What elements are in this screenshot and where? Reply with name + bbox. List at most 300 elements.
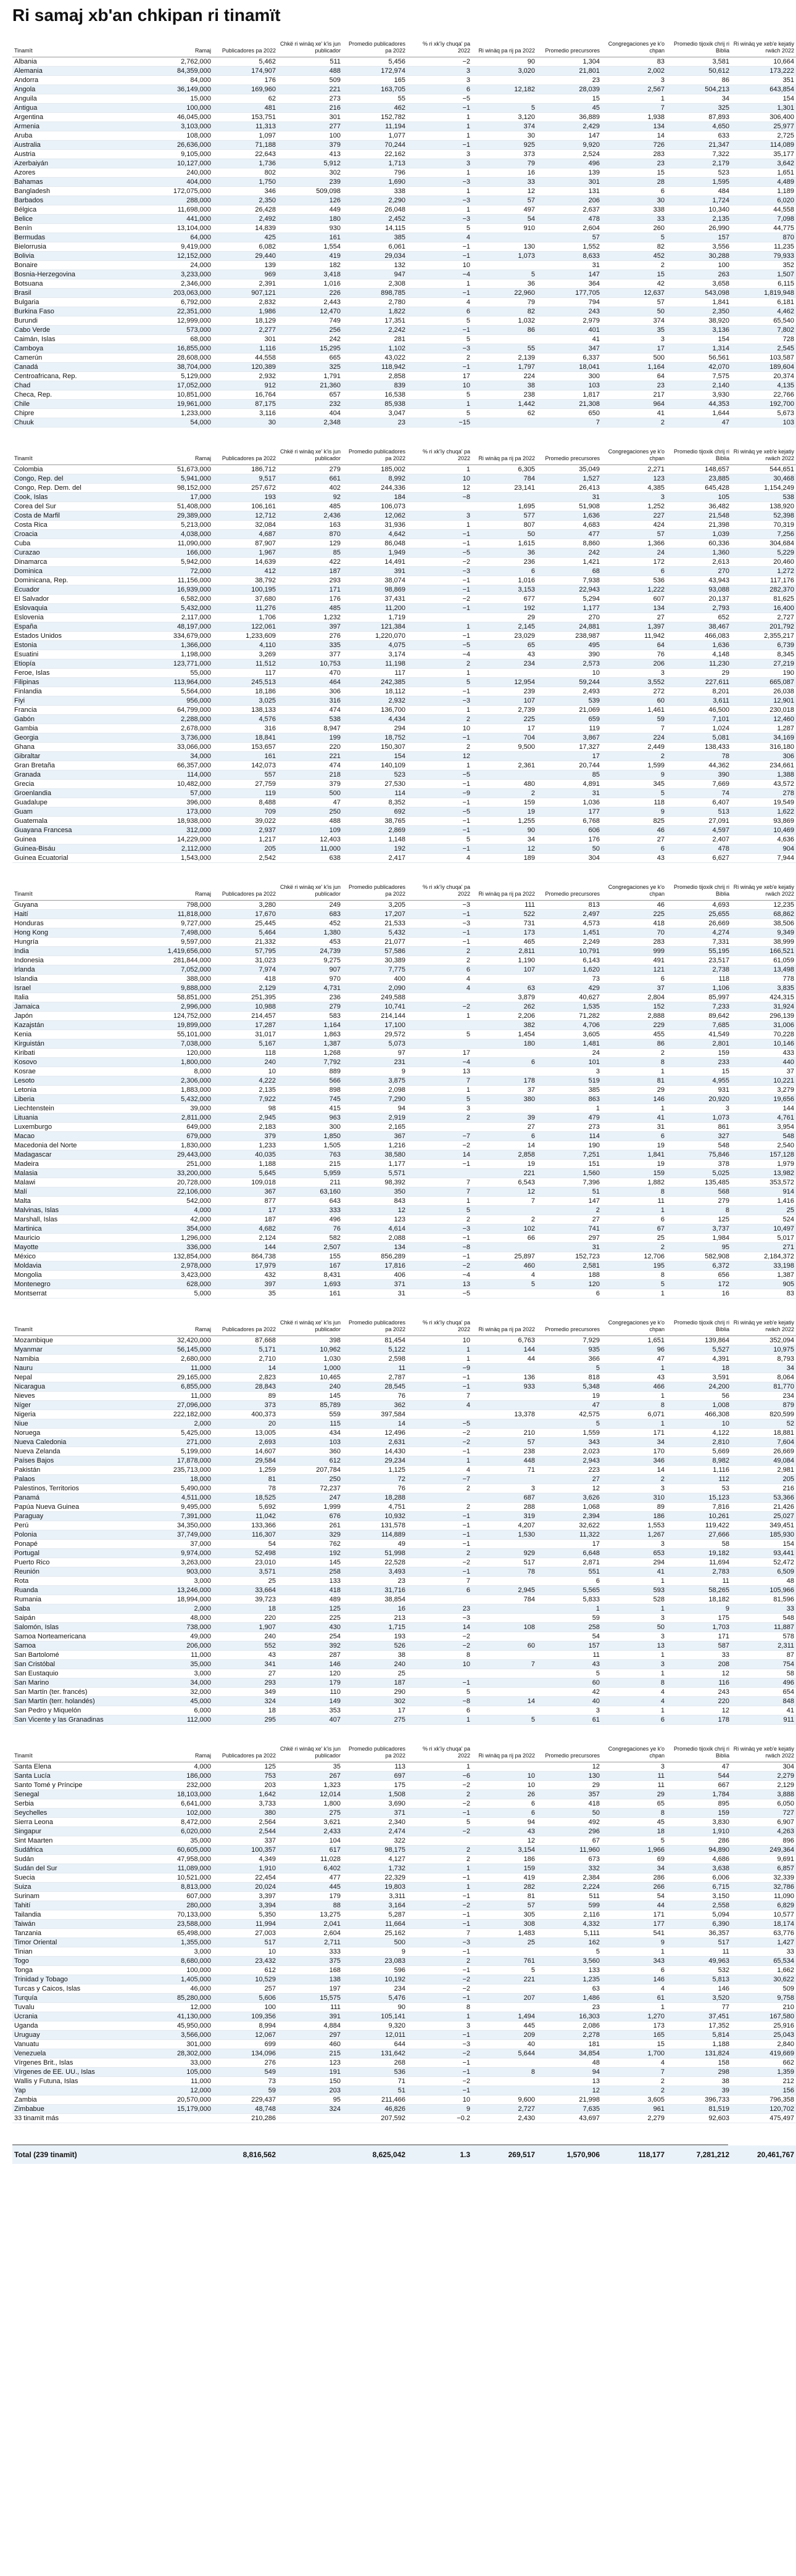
cell-value: 102,000 xyxy=(148,1809,213,1818)
cell-value: 27,530 xyxy=(342,780,407,789)
cell-value: 465 xyxy=(472,938,537,947)
cell-value xyxy=(472,1984,537,1994)
cell-value: 227,611 xyxy=(666,678,731,687)
cell-value: 300 xyxy=(278,1123,342,1132)
cell-value: 2,858 xyxy=(342,372,407,381)
column-header: Promedio publicadores pa 2022 xyxy=(342,448,407,465)
cell-value: 62 xyxy=(472,409,537,418)
total-value: 118,177 xyxy=(602,2145,666,2164)
cell-value: 11,818,000 xyxy=(148,910,213,919)
cell-value: 2,996,000 xyxy=(148,1002,213,1012)
table-row xyxy=(12,1160,796,1169)
cell-value: 1,791 xyxy=(278,372,342,381)
country-name: Paraguay xyxy=(12,1512,148,1521)
cell-value: 933 xyxy=(472,1382,537,1392)
cell-value: 11 xyxy=(602,1772,666,1781)
cell-value: 98,392 xyxy=(342,1178,407,1187)
cell-value: 485 xyxy=(278,604,342,613)
cell-value: 17,352 xyxy=(666,2021,731,2031)
table-row xyxy=(12,1410,796,1419)
cell-value xyxy=(407,1595,472,1604)
table-row xyxy=(12,113,796,122)
cell-value: 17 xyxy=(537,1540,602,1549)
cell-value: 336,000 xyxy=(148,1243,213,1252)
country-name: Islandia xyxy=(12,975,148,984)
cell-value: 10 xyxy=(213,1947,278,1957)
country-name: Bosnia-Herzegovina xyxy=(12,270,148,279)
cell-value: 1,102 xyxy=(342,344,407,353)
cell-value: 31,716 xyxy=(342,1586,407,1595)
country-name: Guatemala xyxy=(12,817,148,826)
cell-value: 2,783 xyxy=(666,1567,731,1577)
cell-value: 33 xyxy=(731,1947,796,1957)
cell-value: 19,961,000 xyxy=(148,400,213,409)
cell-value: 31,017 xyxy=(213,1030,278,1039)
cell-value: 43,943 xyxy=(666,576,731,585)
cell-value: 398 xyxy=(278,1336,342,1345)
total-row xyxy=(12,2145,796,2164)
cell-value: 33,066,000 xyxy=(148,743,213,752)
cell-value: 29,389,000 xyxy=(148,511,213,521)
cell-value: 2,271 xyxy=(602,465,666,474)
cell-value: 14,639 xyxy=(213,558,278,567)
cell-value: 3,116 xyxy=(213,409,278,418)
data-table xyxy=(12,1746,796,2123)
cell-value: 12 xyxy=(537,1484,602,1493)
column-header: Promedio tijoxik chrij ri Biblia xyxy=(666,448,731,465)
cell-value: 935 xyxy=(537,1345,602,1355)
cell-value: 5,959 xyxy=(278,1169,342,1178)
cell-value: 7,944 xyxy=(731,854,796,863)
cell-value: −8 xyxy=(407,1697,472,1706)
cell-value: 763 xyxy=(278,1150,342,1160)
cell-value: −1 xyxy=(407,1382,472,1392)
cell-value: 2,727 xyxy=(472,2105,537,2114)
cell-value: 607,000 xyxy=(148,1892,213,1901)
cell-value: 109,018 xyxy=(213,1178,278,1187)
cell-value: 1,188 xyxy=(213,1160,278,1169)
cell-value: 28,545 xyxy=(342,1382,407,1392)
cell-value: 11 xyxy=(342,1364,407,1373)
cell-value: 9,600 xyxy=(472,2095,537,2105)
country-name: Sudán del Sur xyxy=(12,1864,148,1873)
cell-value: 464 xyxy=(278,678,342,687)
cell-value: 18,174 xyxy=(731,1920,796,1929)
cell-value: 4 xyxy=(472,1271,537,1280)
cell-value: 3 xyxy=(602,669,666,678)
cell-value xyxy=(472,1364,537,1373)
table-body xyxy=(12,465,796,863)
table-header xyxy=(12,1319,796,1336)
column-header: Ramaj xyxy=(148,884,213,901)
cell-value xyxy=(472,261,537,270)
table-row xyxy=(12,178,796,187)
cell-value: 64 xyxy=(602,641,666,650)
cell-value xyxy=(472,1577,537,1586)
country-name: Aruba xyxy=(12,131,148,141)
cell-value: 262 xyxy=(472,1002,537,1012)
table-row xyxy=(12,1586,796,1595)
table-row xyxy=(12,1883,796,1892)
cell-value: 3,626 xyxy=(537,1493,602,1503)
cell-value: 1,427 xyxy=(731,1938,796,1947)
cell-value: 67 xyxy=(537,1836,602,1846)
cell-value: 1,800 xyxy=(278,1799,342,1809)
cell-value: 2,277 xyxy=(213,326,278,335)
cell-value: 301,000 xyxy=(148,2040,213,2049)
cell-value: −5 xyxy=(407,548,472,558)
cell-value xyxy=(472,1678,537,1688)
cell-value: 2 xyxy=(407,1215,472,1224)
cell-value: 157 xyxy=(537,1641,602,1651)
cell-value: 2,145 xyxy=(472,622,537,632)
cell-value: 12 xyxy=(472,1836,537,1846)
table-row xyxy=(12,1419,796,1429)
table-row xyxy=(12,1104,796,1113)
cell-value: 79,933 xyxy=(731,252,796,261)
cell-value: 31,006 xyxy=(731,1021,796,1030)
cell-value: 500 xyxy=(602,353,666,363)
country-name: Sierra Leona xyxy=(12,1818,148,1827)
cell-value: 14 xyxy=(602,131,666,141)
column-header: Ramaj xyxy=(148,1746,213,1762)
cell-value: 4 xyxy=(407,298,472,307)
cell-value: 1,252 xyxy=(602,502,666,511)
cell-value: −1 xyxy=(407,817,472,826)
country-name: Sudáfrica xyxy=(12,1846,148,1855)
country-name: Luxemburgo xyxy=(12,1123,148,1132)
cell-value: 400 xyxy=(342,975,407,984)
column-header: Promedio precursores xyxy=(537,1746,602,1762)
cell-value: −1 xyxy=(407,104,472,113)
cell-value: 172 xyxy=(602,558,666,567)
cell-value: 7 xyxy=(472,1660,537,1669)
table-row xyxy=(12,1493,796,1503)
cell-value: 230,018 xyxy=(731,706,796,715)
cell-value: 73 xyxy=(213,2077,278,2086)
column-header: Publicadores pa 2022 xyxy=(213,1746,278,1762)
cell-value: 2,945 xyxy=(472,1586,537,1595)
cell-value: 1,984 xyxy=(666,1234,731,1243)
cell-value: −5 xyxy=(407,807,472,817)
cell-value: 17 xyxy=(472,724,537,733)
cell-value: 5,294 xyxy=(537,595,602,604)
cell-value: 94 xyxy=(342,1104,407,1113)
cell-value: 496 xyxy=(278,1215,342,1224)
cell-value: 22,106,000 xyxy=(148,1187,213,1197)
cell-value: 679,000 xyxy=(148,1132,213,1141)
cell-value: 15,000 xyxy=(148,94,213,104)
cell-value: 488 xyxy=(278,817,342,826)
cell-value: 5,122 xyxy=(342,1345,407,1355)
cell-value: 7 xyxy=(407,1929,472,1938)
table-header xyxy=(12,884,796,901)
cell-value: 142,073 xyxy=(213,761,278,770)
cell-value: 1,387 xyxy=(278,1039,342,1049)
cell-value: 1,359 xyxy=(731,2068,796,2077)
cell-value: 17,207 xyxy=(342,910,407,919)
cell-value: 3,867 xyxy=(537,733,602,743)
table-row xyxy=(12,159,796,168)
cell-value: 40,627 xyxy=(537,993,602,1002)
cell-value: 250 xyxy=(278,807,342,817)
country-name: Haití xyxy=(12,910,148,919)
table-row xyxy=(12,2105,796,2114)
cell-value: 17,979 xyxy=(213,1261,278,1271)
cell-value: 302 xyxy=(278,168,342,178)
cell-value: −1 xyxy=(407,1530,472,1540)
cell-value: 1,008 xyxy=(666,1401,731,1410)
cell-value: 206 xyxy=(602,659,666,669)
column-header: Tinamït xyxy=(12,884,148,901)
cell-value: 432 xyxy=(213,1271,278,1280)
cell-value: 282 xyxy=(472,1883,537,1892)
total-value xyxy=(148,2145,213,2164)
cell-value: 32,339 xyxy=(731,1873,796,1883)
cell-value: 1,366,000 xyxy=(148,641,213,650)
cell-value: 34,350,000 xyxy=(148,1521,213,1530)
cell-value: 48,748 xyxy=(213,2105,278,2114)
cell-value: 440 xyxy=(731,1058,796,1067)
cell-value: 8,982 xyxy=(666,1456,731,1466)
cell-value: 1,543,000 xyxy=(148,854,213,863)
cell-value: 2,179 xyxy=(666,159,731,168)
cell-value: 2 xyxy=(407,1484,472,1493)
cell-value: 9,597,000 xyxy=(148,938,213,947)
country-name: Anguila xyxy=(12,94,148,104)
cell-value: −1 xyxy=(407,530,472,539)
table-row xyxy=(12,733,796,743)
cell-value: 2,129 xyxy=(731,1781,796,1790)
cell-value: 1 xyxy=(602,2003,666,2012)
cell-value: 1,296,000 xyxy=(148,1234,213,1243)
cell-value: 3,954 xyxy=(731,1123,796,1132)
cell-value: 8,633 xyxy=(537,252,602,261)
table-row xyxy=(12,1336,796,1345)
cell-value xyxy=(472,1104,537,1113)
cell-value: 1,268 xyxy=(278,1049,342,1058)
cell-value: 205 xyxy=(213,844,278,854)
cell-value: 8 xyxy=(407,1651,472,1660)
cell-value xyxy=(472,975,537,984)
cell-value: 1,800,000 xyxy=(148,1058,213,1067)
cell-value: 10 xyxy=(407,474,472,484)
cell-value: 54 xyxy=(472,215,537,224)
country-name: Madeira xyxy=(12,1160,148,1169)
table-row xyxy=(12,1401,796,1410)
country-name: Fiyi xyxy=(12,696,148,706)
cell-value: 1 xyxy=(407,1883,472,1892)
table-row xyxy=(12,993,796,1002)
cell-value: 7,251 xyxy=(537,1150,602,1160)
country-name: Camboya xyxy=(12,344,148,353)
country-name: Armenia xyxy=(12,122,148,131)
cell-value: 43 xyxy=(537,1660,602,1669)
cell-value: 25,655 xyxy=(666,910,731,919)
country-name: Kosrae xyxy=(12,1067,148,1076)
cell-value: 377 xyxy=(278,650,342,659)
table-row xyxy=(12,502,796,511)
table-row xyxy=(12,632,796,641)
cell-value: 12,460 xyxy=(731,715,796,724)
cell-value: 9 xyxy=(602,770,666,780)
cell-value: 478 xyxy=(666,844,731,854)
table-row xyxy=(12,1503,796,1512)
cell-value: 3 xyxy=(407,2021,472,2031)
cell-value: 85,280,000 xyxy=(148,1994,213,2003)
cell-value: 761 xyxy=(472,1957,537,1966)
header-row xyxy=(12,41,796,57)
table-row xyxy=(12,1762,796,1772)
country-name: Uruguay xyxy=(12,2031,148,2040)
cell-value: 234 xyxy=(342,1984,407,1994)
cell-value: 8 xyxy=(602,1271,666,1280)
cell-value: 186,000 xyxy=(148,1772,213,1781)
cell-value: 184 xyxy=(342,493,407,502)
cell-value: 25,897 xyxy=(472,1252,537,1261)
cell-value: 7,802 xyxy=(731,326,796,335)
cell-value: 433 xyxy=(731,1049,796,1058)
cell-value: 206,000 xyxy=(148,1641,213,1651)
cell-value: 306,400 xyxy=(731,113,796,122)
cell-value: 23 xyxy=(342,1577,407,1586)
cell-value: 35,049 xyxy=(537,465,602,474)
cell-value: 480 xyxy=(472,780,537,789)
cell-value: 1,068 xyxy=(537,1503,602,1512)
cell-value: 1,233,609 xyxy=(213,632,278,641)
cell-value: 316 xyxy=(278,696,342,706)
cell-value: −2 xyxy=(407,1901,472,1910)
cell-value: 1 xyxy=(407,168,472,178)
cell-value: −1 xyxy=(407,1567,472,1577)
cell-value: 187 xyxy=(278,567,342,576)
country-name: Congo, Rep. del xyxy=(12,474,148,484)
cell-value: 147 xyxy=(537,131,602,141)
cell-value: 268 xyxy=(342,2058,407,2068)
cell-value: 2,384 xyxy=(537,1873,602,1883)
table-row xyxy=(12,1280,796,1289)
cell-value: 509 xyxy=(731,1984,796,1994)
cell-value: 7,669 xyxy=(666,780,731,789)
cell-value: 25 xyxy=(342,1669,407,1678)
cell-value: 171 xyxy=(602,1910,666,1920)
cell-value: 2,558 xyxy=(666,1901,731,1910)
cell-value: 491 xyxy=(602,956,666,965)
cell-value: 2,581 xyxy=(537,1261,602,1271)
cell-value: 21,426 xyxy=(731,1503,796,1512)
cell-value: 380 xyxy=(472,1095,537,1104)
cell-value: 5,571 xyxy=(342,1169,407,1178)
cell-value: 354,000 xyxy=(148,1224,213,1234)
cell-value: 496 xyxy=(537,159,602,168)
cell-value: 5,348 xyxy=(537,1382,602,1392)
table-row xyxy=(12,484,796,493)
cell-value: 29 xyxy=(602,1086,666,1095)
cell-value: 64,000 xyxy=(148,233,213,242)
cell-value: 57 xyxy=(472,1438,537,1447)
cell-value: 281 xyxy=(342,335,407,344)
cell-value: 17,287 xyxy=(213,1021,278,1030)
table-row xyxy=(12,224,796,233)
cell-value: 1,222 xyxy=(602,585,666,595)
cell-value: 2,443 xyxy=(278,298,342,307)
country-name: Barbados xyxy=(12,196,148,205)
cell-value: 305 xyxy=(472,1910,537,1920)
cell-value: 275 xyxy=(342,1715,407,1725)
cell-value: 41 xyxy=(731,1706,796,1715)
table-row xyxy=(12,1790,796,1799)
cell-value: 1,535 xyxy=(537,1002,602,1012)
cell-value: 304,684 xyxy=(731,539,796,548)
cell-value: 1,360 xyxy=(666,548,731,558)
cell-value: 407 xyxy=(278,1715,342,1725)
cell-value: 6,071 xyxy=(602,1410,666,1419)
cell-value: 90 xyxy=(472,826,537,835)
table-row xyxy=(12,1289,796,1298)
cell-value: 552 xyxy=(213,1641,278,1651)
country-name: Nauru xyxy=(12,1364,148,1373)
cell-value: 293 xyxy=(213,1678,278,1688)
cell-value: 16 xyxy=(472,168,537,178)
country-name: Bélgica xyxy=(12,205,148,215)
column-header: Ri winäq ye xeb'e kejatiy rwäch 2022 xyxy=(731,884,796,901)
cell-value: 121 xyxy=(602,965,666,975)
cell-value: 11,960 xyxy=(537,1846,602,1855)
cell-value xyxy=(407,1123,472,1132)
cell-value: −7 xyxy=(407,1475,472,1484)
cell-value: 7,290 xyxy=(342,1095,407,1104)
cell-value: 29 xyxy=(666,669,731,678)
cell-value: 2,725 xyxy=(731,131,796,141)
cell-value: 374 xyxy=(602,316,666,326)
cell-value: 4,385 xyxy=(602,484,666,493)
cell-value: −1 xyxy=(407,1947,472,1957)
table-row xyxy=(12,1818,796,1827)
cell-value: 12 xyxy=(537,2086,602,2095)
cell-value: 203 xyxy=(213,1781,278,1790)
cell-value: 1,355,000 xyxy=(148,1938,213,1947)
cell-value: 656 xyxy=(666,1271,731,1280)
cell-value: 11,994 xyxy=(213,1920,278,1929)
cell-value: 83 xyxy=(731,1289,796,1298)
cell-value: 2,937 xyxy=(213,826,278,835)
cell-value: −8 xyxy=(407,493,472,502)
cell-value: 404,000 xyxy=(148,178,213,187)
cell-value: 10,753 xyxy=(278,659,342,669)
cell-value: −1 xyxy=(407,844,472,854)
cell-value: −3 xyxy=(407,567,472,576)
cell-value: −2 xyxy=(407,57,472,67)
cell-value: 39 xyxy=(472,1113,537,1123)
cell-value: 1,797 xyxy=(472,363,537,372)
cell-value: 4,263 xyxy=(731,1827,796,1836)
cell-value: 71 xyxy=(472,1466,537,1475)
cell-value: 2,542 xyxy=(213,854,278,863)
cell-value: 222,182,000 xyxy=(148,1410,213,1419)
cell-value: 2,361 xyxy=(472,761,537,770)
cell-value: 1,387 xyxy=(731,1271,796,1280)
cell-value: 11,235 xyxy=(731,242,796,252)
cell-value: 240,000 xyxy=(148,168,213,178)
cell-value: −1 xyxy=(407,326,472,335)
cell-value: 523 xyxy=(342,770,407,780)
cell-value: 213 xyxy=(342,1614,407,1623)
cell-value: 27,096,000 xyxy=(148,1401,213,1410)
cell-value: 77 xyxy=(666,2003,731,2012)
table-row xyxy=(12,1076,796,1086)
cell-value: 50 xyxy=(602,307,666,316)
cell-value xyxy=(407,1669,472,1678)
